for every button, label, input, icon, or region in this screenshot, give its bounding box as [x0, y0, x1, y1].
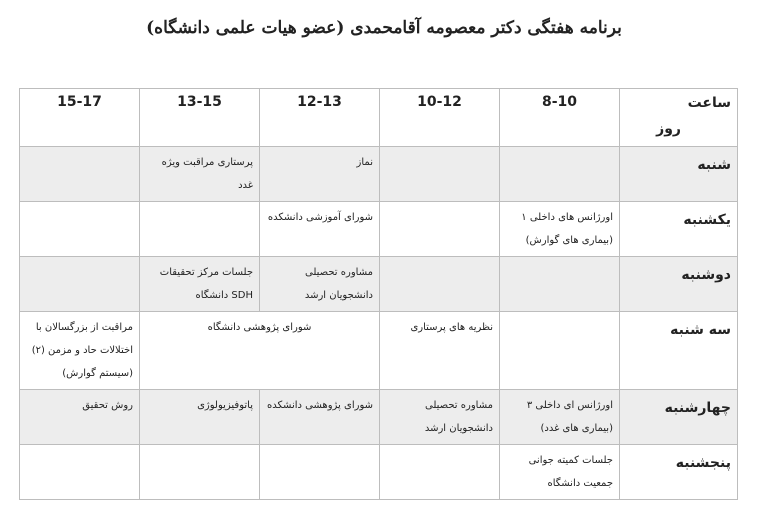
day-cell: چهارشنبه — [620, 390, 738, 445]
schedule-cell — [380, 147, 500, 202]
slot-header: 10-12 — [380, 89, 500, 147]
schedule-cell — [20, 257, 140, 312]
schedule-cell — [140, 445, 260, 500]
schedule-cell — [20, 202, 140, 257]
day-cell: یکشنبه — [620, 202, 738, 257]
schedule-cell — [140, 202, 260, 257]
hour-label: ساعت — [687, 95, 731, 111]
schedule-cell: پرستاری مراقبت ویژه غدد — [140, 147, 260, 202]
day-cell: پنجشنبه — [620, 445, 738, 500]
schedule-cell — [20, 445, 140, 500]
table-row — [20, 147, 738, 202]
table-row — [20, 390, 738, 445]
page-title: برنامه هفتگی دکتر معصومه آقامحمدی (عضو هیات علمی دانشگاه) — [146, 18, 622, 38]
schedule-cell: مشاوره تحصیلی دانشجویان ارشد — [260, 257, 380, 312]
schedule-cell — [500, 257, 620, 312]
schedule-cell — [260, 445, 380, 500]
schedule-cell: نماز — [260, 147, 380, 202]
schedule-cell — [380, 202, 500, 257]
slot-header: 8-10 — [500, 89, 620, 147]
schedule-cell — [500, 312, 620, 390]
day-cell: سه شنبه — [620, 312, 738, 390]
schedule-cell — [380, 445, 500, 500]
day-cell: دوشنبه — [620, 257, 738, 312]
header-row — [20, 89, 738, 147]
schedule-cell: پاتوفیزیولوژی — [140, 390, 260, 445]
slot-header: 15-17 — [20, 89, 140, 147]
weekly-schedule-table — [19, 88, 738, 500]
table-row — [20, 202, 738, 257]
schedule-cell: شورای پژوهشی دانشکده — [260, 390, 380, 445]
schedule-cell: مشاوره تحصیلی دانشجویان ارشد — [380, 390, 500, 445]
schedule-cell — [20, 147, 140, 202]
table-row — [20, 257, 738, 312]
schedule-cell-merged: شورای پژوهشی دانشگاه — [140, 312, 380, 390]
schedule-cell: جلسات کمیته جوانی جمعیت دانشگاه — [500, 445, 620, 500]
slot-header: 13-15 — [140, 89, 260, 147]
table-row — [20, 445, 738, 500]
header-corner-cell — [620, 89, 738, 147]
day-cell: شنبه — [620, 147, 738, 202]
table-row — [20, 312, 738, 390]
schedule-cell: مراقبت از بزرگسالان با اختلالات حاد و مزمن (۲) (سیستم گوارش) — [20, 312, 140, 390]
day-label: روز — [656, 121, 681, 137]
schedule-cell — [500, 147, 620, 202]
slot-header: 12-13 — [260, 89, 380, 147]
schedule-cell: نظریه های پرستاری — [380, 312, 500, 390]
schedule-cell: اورژانس های داخلی ۱ (بیماری های گوارش) — [500, 202, 620, 257]
schedule-cell: شورای آموزشی دانشکده — [260, 202, 380, 257]
schedule-cell: اورژانس ای داخلی ۳ (بیماری های غدد) — [500, 390, 620, 445]
schedule-cell — [380, 257, 500, 312]
schedule-cell: روش تحقیق — [20, 390, 140, 445]
schedule-cell: جلسات مرکز تحقیقات SDH دانشگاه — [140, 257, 260, 312]
